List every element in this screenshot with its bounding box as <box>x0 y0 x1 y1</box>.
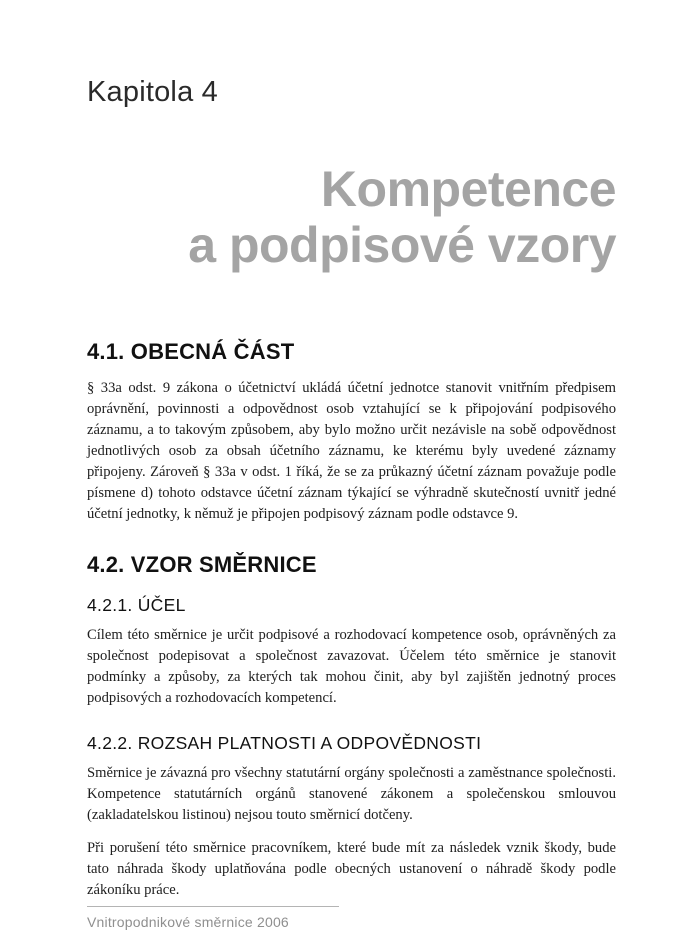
section-422-paragraph-2: Při porušení této směrnice pracovníkem, které bude mít za následek vznik škody, bude tato náhrada škody uplatňována podle obecných ustanovení o náhradě škody podle zákoníku práce. <box>87 840 616 898</box>
chapter-label: Kapitola 4 <box>87 76 218 108</box>
section-heading-422: 4.2.2. ROZSAH PLATNOSTI A ODPOVĚDNOSTI <box>87 733 482 753</box>
chapter-title-line2: a podpisové vzory <box>188 217 616 273</box>
chapter-title <box>87 161 616 273</box>
footer-text: Vnitropodnikové směrnice 2006 <box>87 914 289 930</box>
section-heading-41: 4.1. OBECNÁ ČÁST <box>87 339 295 364</box>
section-41-paragraph: § 33a odst. 9 zákona o účetnictví ukládá účetní jednotce stanovit vnitřním předpisem oprávnění, povinnosti a odpovědnost osob vztahující se k připojování podpisového záznamu, a to takovým způsobem, aby bylo možno určit nezávisle na sobě odpovědnost jednotlivých osob za obsah účetního záznamu, ke kterému byly uvedené záznamy připojeny. Zároveň § 33a v odst. 1 říká, že se za průkazný účetní záznam považuje podle písmene d) tohoto odstavce účetní záznam týkající se výhradně skutečností uvnitř jedné účetní jednotky, k němuž je připojen podpisový záznam podle odstavce 9. <box>87 380 616 522</box>
chapter-title-line1: Kompetence <box>320 161 616 217</box>
page-footer <box>87 906 616 930</box>
section-heading-421: 4.2.1. ÚČEL <box>87 595 186 615</box>
section-421-paragraph: Cílem této směrnice je určit podpisové a rozhodovací kompetence osob, oprávněných za společnost podepisovat a společnost zavazovat. Účelem této směrnice je stanovit podmínky a způsoby, za kterých tak mohou činit, aby byl zajištěn jednotný proces podpisových a rozhodovacích kompetencí. <box>87 627 616 706</box>
section-422-paragraph-1: Směrnice je závazná pro všechny statutární orgány společnosti a zaměstnance společnosti. Kompetence statutárních orgánů stanovené zákonem a společenskou smlouvou (zakladatelskou listinou) nejsou touto směrnicí dotčeny. <box>87 765 616 823</box>
section-heading-42: 4.2. VZOR SMĚRNICE <box>87 552 317 577</box>
footer-divider <box>87 906 339 907</box>
